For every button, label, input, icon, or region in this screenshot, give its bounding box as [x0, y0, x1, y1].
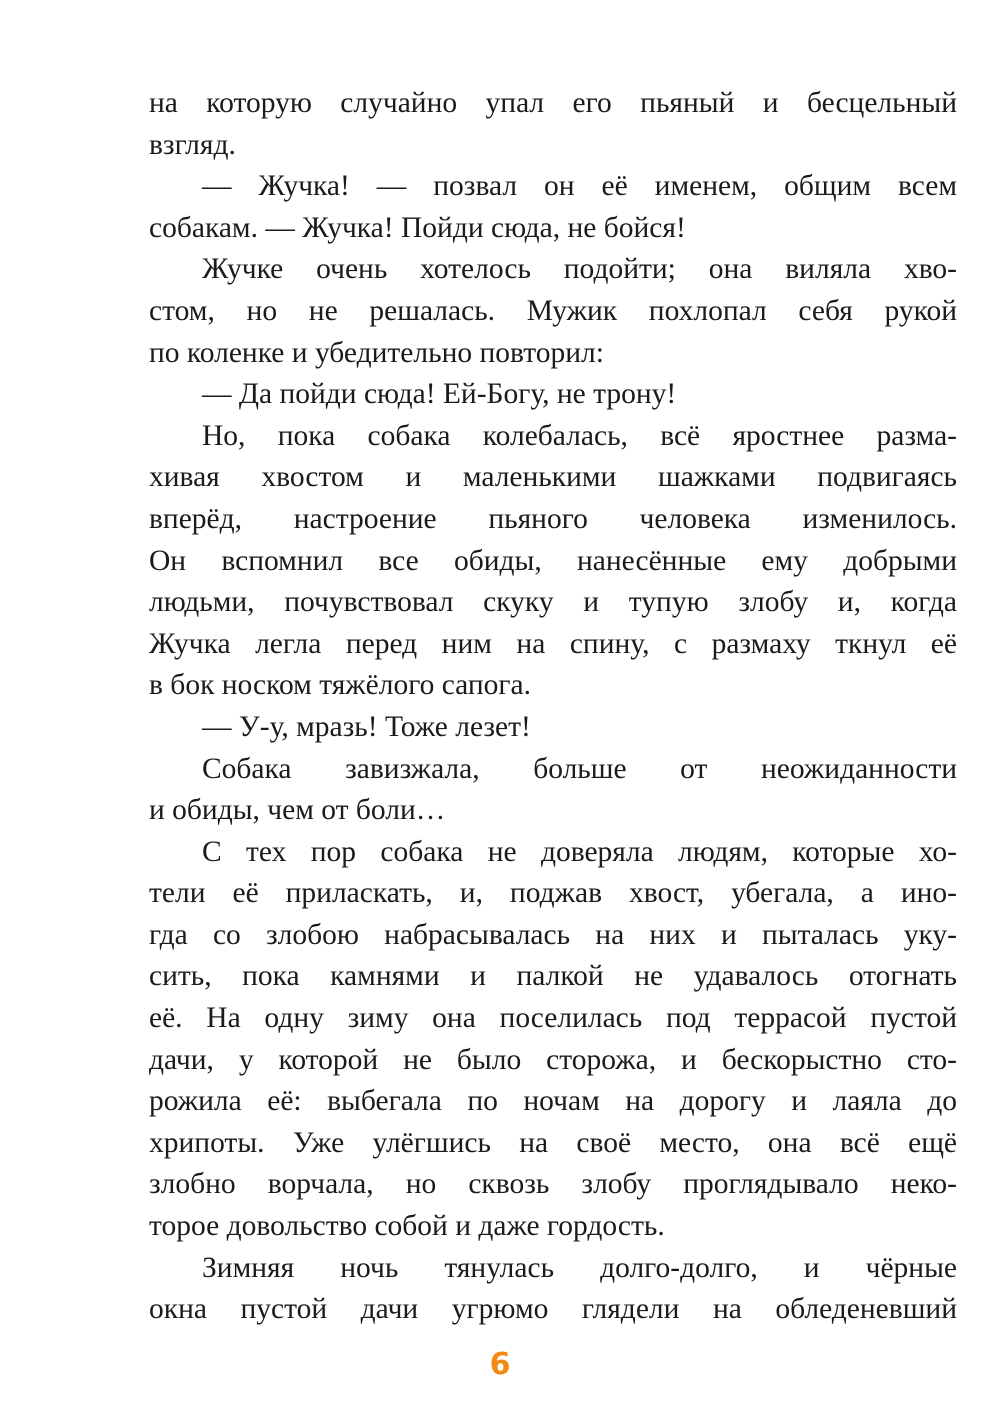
text-line-23: её. На одну зиму она поселилась под террасой пустой — [149, 1002, 957, 1035]
text-line-30: окна пустой дачи угрюмо глядели на обледеневший — [149, 1293, 957, 1326]
text-line-7: по коленке и убедительно повторил: — [149, 336, 604, 369]
text-line-25: рожила её: выбегала по ночам на дорогу и лаяла до — [149, 1085, 957, 1118]
text-line-12: Он вспомнил все обиды, нанесённые ему добрыми — [149, 544, 957, 577]
text-line-5: Жучке очень хотелось подойти; она виляла хво- — [202, 253, 957, 286]
text-line-15: в бок носком тяжёлого сапога. — [149, 669, 531, 702]
text-line-10: хивая хвостом и маленькими шажками подвигаясь — [149, 461, 957, 494]
text-line-18: и обиды, чем от боли… — [149, 794, 446, 827]
page-number: 6 — [489, 1347, 511, 1382]
text-line-29: Зимняя ночь тянулась долго-долго, и чёрные — [202, 1251, 957, 1284]
text-line-13: людьми, почувствовал скуку и тупую злобу и, когда — [149, 586, 957, 619]
text-line-24: дачи, у которой не было сторожа, и бескорыстно сто- — [149, 1043, 957, 1076]
text-line-19: С тех пор собака не доверяла людям, которые хо- — [202, 835, 957, 868]
text-line-6: стом, но не решалась. Мужик похлопал себя рукой — [149, 294, 957, 327]
text-line-21: гда со злобою набрасывалась на них и пыталась уку- — [149, 918, 957, 951]
text-line-28: торое довольство собой и даже гордость. — [149, 1210, 665, 1243]
text-line-16: — У-у, мразь! Тоже лезет! — [202, 710, 531, 743]
text-line-17: Собака завизжала, больше от неожиданности — [202, 752, 957, 785]
text-line-9: Но, пока собака колебалась, всё яростнее разма- — [202, 419, 957, 452]
text-line-11: вперёд, настроение пьяного человека изменилось. — [149, 502, 957, 535]
text-line-20: тели её приласкать, и, поджав хвост, убегала, а ино- — [149, 877, 957, 910]
text-line-27: злобно ворчала, но сквозь злобу проглядывало неко- — [149, 1168, 957, 1201]
text-line-3: — Жучка! — позвал он её именем, общим всем — [202, 170, 957, 203]
text-line-8: — Да пойди сюда! Ей-Богу, не трону! — [202, 378, 677, 411]
text-line-2: взгляд. — [149, 128, 236, 161]
text-line-1: на которую случайно упал его пьяный и бесцельный — [149, 87, 957, 119]
text-line-4: собакам. — Жучка! Пойди сюда, не бойся! — [149, 211, 686, 244]
text-line-14: Жучка легла перед ним на спину, с размаху ткнул её — [149, 627, 957, 660]
text-line-26: хрипоты. Уже улёгшись на своё место, она всё ещё — [149, 1126, 957, 1159]
text-line-22: сить, пока камнями и палкой не удавалось отогнать — [149, 960, 957, 993]
page-body — [149, 83, 957, 1331]
